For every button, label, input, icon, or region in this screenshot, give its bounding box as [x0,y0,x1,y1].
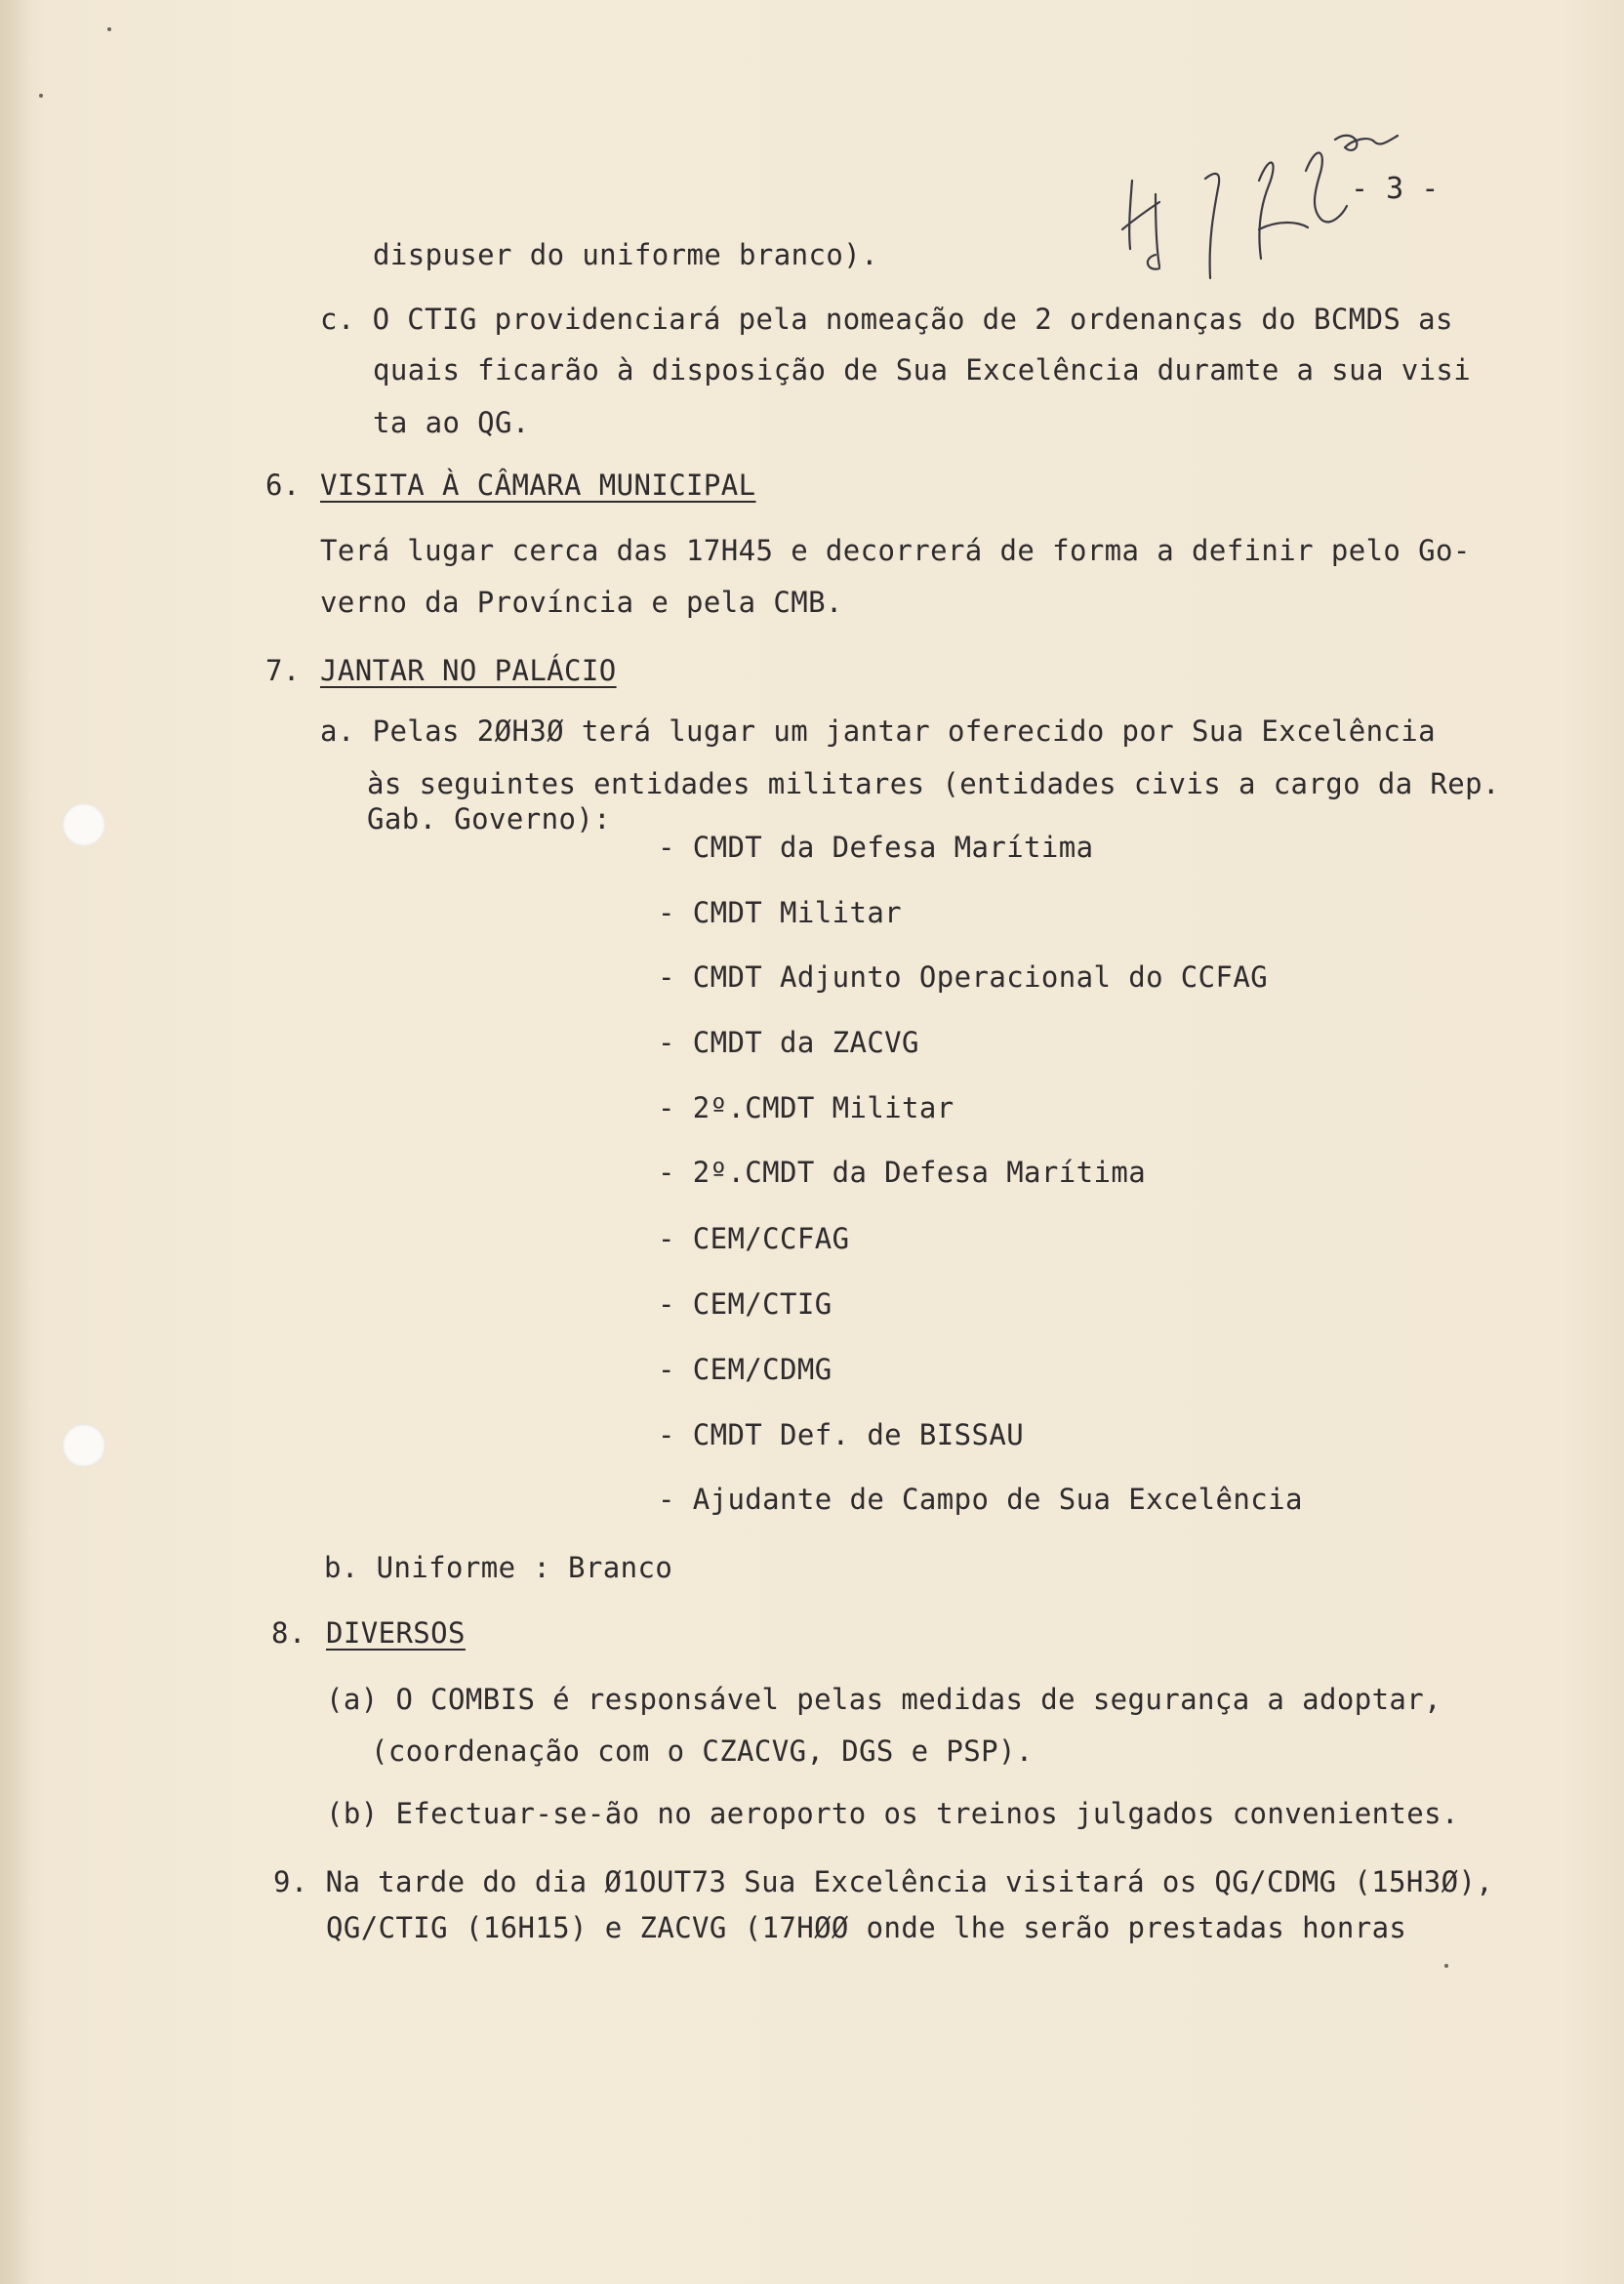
text-line: Terá lugar cerca das 17H45 e decorrerá de forma a definir pelo Go- [320,534,1471,567]
list-item: - CMDT Adjunto Operacional do CCFAG [658,960,1269,994]
text-line: 9. Na tarde do dia Ø1OUT73 Sua Excelência visitará os QG/CDMG (15H3Ø), [273,1865,1494,1898]
section-number: 7. [265,654,301,687]
paper-speck [1444,1964,1448,1968]
list-item: - CEM/CDMG [658,1353,832,1386]
list-item: - CMDT da ZACVG [658,1026,919,1059]
list-item: - CEM/CTIG [658,1287,832,1321]
list-item: - 2º.CMDT da Defesa Marítima [658,1156,1147,1189]
section-number: 6. [265,469,301,502]
list-item: - CMDT Def. de BISSAU [658,1418,1025,1451]
text-line: b. Uniforme : Branco [324,1551,673,1584]
text-line: (coordenação com o CZACVG, DGS e PSP). [371,1734,1034,1768]
text-line: Gab. Governo): [367,802,612,836]
page-number: - 3 - [1351,172,1440,206]
paper-speck [107,27,111,31]
section-heading: VISITA À CÂMARA MUNICIPAL [320,469,756,502]
list-item: - CMDT Militar [658,896,903,929]
list-item: - CMDT da Defesa Marítima [658,831,1094,864]
text-line: quais ficarão à disposição de Sua Excelência duramte a sua visi [373,353,1472,387]
list-item: - 2º.CMDT Militar [658,1091,954,1124]
text-line: (b) Efectuar-se-ão no aeroporto os treinos julgados convenientes. [326,1797,1459,1830]
text-line: (a) O COMBIS é responsável pelas medidas de segurança a adoptar, [326,1683,1442,1716]
list-item: - CEM/CCFAG [658,1222,850,1255]
text-line: ta ao QG. [373,406,530,439]
page-edge-shadow [0,0,31,2284]
text-line: dispuser do uniforme branco). [373,238,878,271]
section-heading: DIVERSOS [326,1616,466,1650]
section-number: 8. [271,1616,306,1650]
list-item: - Ajudante de Campo de Sua Excelência [658,1483,1303,1516]
text-line: a. Pelas 2ØH3Ø terá lugar um jantar oferecido por Sua Excelência [320,714,1437,748]
text-line: QG/CTIG (16H15) e ZACVG (17HØØ onde lhe serão prestadas honras [326,1911,1407,1944]
section-heading: JANTAR NO PALÁCIO [320,654,617,687]
text-line: c. O CTIG providenciará pela nomeação de 2 ordenanças do BCMDS as [320,303,1453,336]
text-line: às seguintes entidades militares (entidades civis a cargo da Rep. [367,767,1500,800]
text-line: verno da Província e pela CMB. [320,586,843,619]
punch-hole-upper [62,803,105,846]
paper-speck [39,94,43,98]
punch-hole-lower [62,1424,105,1467]
